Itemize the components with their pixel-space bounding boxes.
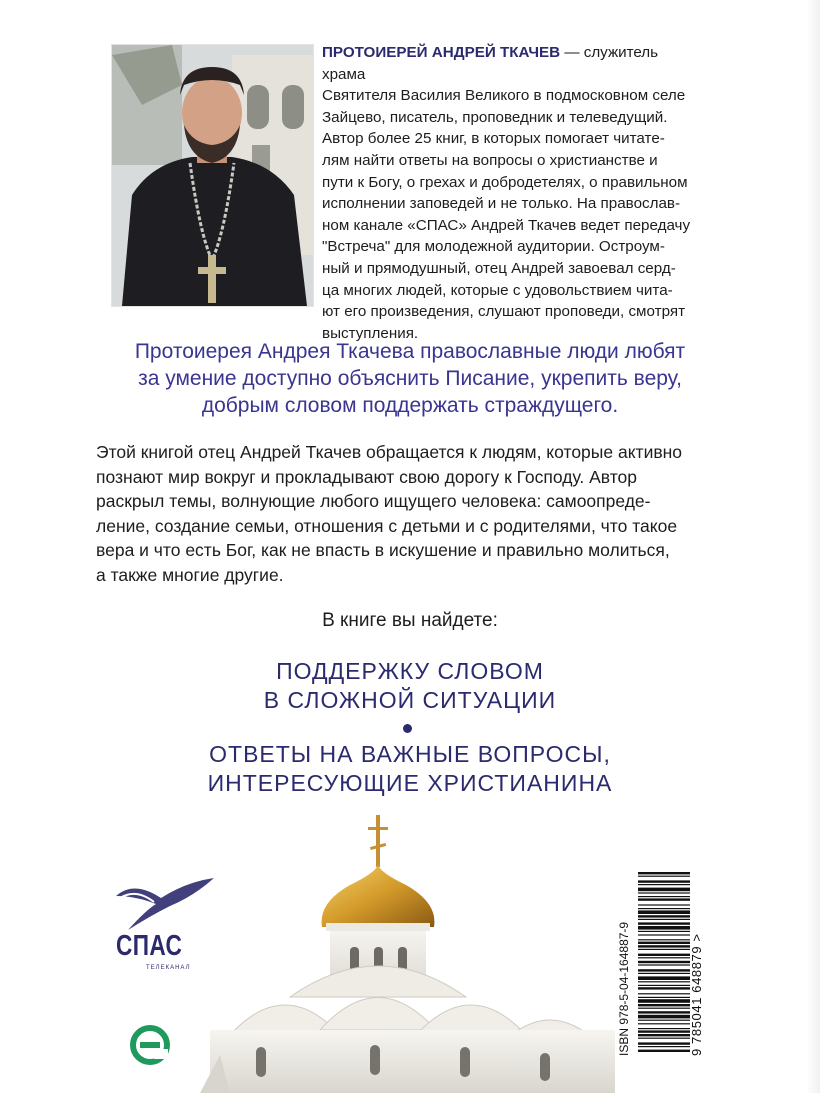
barcode-bar: [638, 1034, 690, 1036]
feature-line: ПОДДЕРЖКУ СЛОВОМ: [276, 658, 544, 684]
description-line: Этой книгой отец Андрей Ткачев обращается к людям, которые активно: [96, 442, 683, 462]
barcode-bar: [638, 1046, 690, 1047]
barcode-bar: [638, 976, 690, 980]
barcode-bar: [638, 896, 690, 897]
description-line: ление, создание семьи, отношения с детьми и с родителями, что такое: [96, 515, 678, 536]
barcode-bar: [638, 872, 690, 874]
spas-dove-icon: [106, 876, 216, 936]
barcode-bar: [638, 884, 690, 885]
description-line: а также многие другие.: [96, 564, 284, 585]
quote-line: за умение доступно объяснить Писание, укрепить веру,: [138, 367, 682, 390]
barcode-bar: [638, 1038, 690, 1039]
church-cross: [368, 815, 388, 867]
barcode-bar: [638, 985, 690, 986]
bio-line: ном канале «СПАС» Андрей Ткачев ведет передачу: [322, 216, 691, 234]
page-edge-shadow: [806, 0, 820, 1093]
feature-line: В СЛОЖНОЙ СИТУАЦИИ: [263, 687, 557, 713]
highlight-quote: [60, 338, 760, 419]
barcode-bar: [638, 939, 690, 940]
barcode-bar: [638, 919, 690, 920]
barcode-bar: [638, 910, 690, 914]
bio-line: Автор более 25 книг, в которых помогает читате-: [322, 130, 665, 148]
quote-line: добрым словом поддержать страждущего.: [201, 394, 619, 417]
barcode-bar: [638, 969, 690, 971]
barcode-bar: [638, 904, 690, 905]
eksmo-logo-icon: [130, 1025, 170, 1065]
bio-line: "Встреча" для молодежной аудитории. Остроум-: [322, 238, 665, 256]
description-line: раскрыл темы, волнующие любого ищущего человека: самоопреде-: [96, 491, 651, 511]
isbn-digits: 9 785041 648879 >: [689, 933, 704, 1056]
barcode-bar: [638, 957, 690, 958]
barcode-bar: [638, 981, 690, 982]
barcode-bar: [638, 964, 690, 965]
description-line: познают мир вокруг и прокладывают свою дорогу к Господу. Автор: [96, 466, 637, 487]
bio-line: Зайцево, писатель, проповедник и телеведущий.: [322, 108, 668, 126]
bullet-dot: [403, 724, 412, 733]
barcode-bar: [638, 973, 690, 974]
bio-line: ца многих людей, которые с удовольствием чита-: [322, 281, 673, 299]
barcode-bar: [638, 892, 690, 893]
barcode-bar: [638, 880, 690, 882]
barcode-bar: [638, 1015, 690, 1019]
bio-line: исполнении заповедей и не только. На православ-: [322, 195, 681, 213]
golden-dome: [322, 865, 435, 927]
book-description: [96, 440, 736, 587]
author-name: ПРОТОИЕРЕЙ АНДРЕЙ ТКАЧЕВ: [322, 44, 561, 61]
barcode-bar: [638, 1020, 690, 1021]
barcode-bar: [638, 945, 690, 947]
barcode-bar: [638, 1030, 690, 1032]
feature-item: [100, 740, 720, 798]
bio-line: ют его произведения, слушают проповеди, смотрят: [322, 303, 686, 321]
barcode-bar: [638, 934, 690, 935]
barcode-bar: [638, 876, 690, 877]
barcode-bar: [638, 949, 690, 950]
barcode-bar: [638, 915, 690, 917]
feature-line: ОТВЕТЫ НА ВАЖНЫЕ ВОПРОСЫ,: [209, 741, 611, 767]
barcode-bar: [638, 926, 690, 930]
barcode-bar: [638, 999, 690, 1003]
barcode-bar: [638, 1004, 690, 1006]
barcode-bar: [638, 997, 690, 998]
find-label: В книге вы найдете:: [322, 610, 498, 631]
barcode-bar: [638, 1008, 690, 1009]
spas-logo-subtitle: ТЕЛЕКАНАЛ: [146, 965, 191, 971]
isbn-text: ISBN 978-5-04-164887-9: [617, 921, 631, 1056]
barcode-bar: [638, 993, 690, 994]
barcode-bar: [638, 1050, 690, 1052]
quote-line: Протоиерея Андрея Ткачева православные люди любят: [134, 340, 686, 363]
barcode-bar: [638, 942, 690, 944]
church-illustration: [200, 815, 620, 1093]
feature-line: ИНТЕРЕСУЮЩИЕ ХРИСТИАНИНА: [207, 770, 613, 796]
barcode-bar: [638, 1011, 690, 1013]
bio-line: Святителя Василия Великого в подмосковном селе: [322, 87, 686, 105]
barcode-bar: [638, 888, 690, 892]
barcode-bar: [638, 931, 690, 932]
bio-line: выступления.: [322, 324, 419, 342]
barcode-bar: [638, 1023, 690, 1024]
barcode-bar: [638, 1028, 690, 1029]
barcode-bar: [638, 961, 690, 963]
barcode-bar: [638, 922, 690, 924]
bio-line-1: ПРОТОИЕРЕЙ АНДРЕЙ ТКАЧЕВ — служитель храма: [322, 44, 659, 83]
barcode-bar: [638, 898, 690, 900]
spas-logo-text: СПАС: [116, 930, 183, 962]
bio-line: лям найти ответы на вопросы о христианстве и: [322, 151, 658, 169]
bio-line: пути к Богу, о грехах и добродетелях, о правильном: [322, 173, 688, 191]
barcode-bar: [638, 908, 690, 909]
barcode-bar: [638, 954, 690, 956]
barcode-bar: [638, 1042, 690, 1044]
barcode-bar: [638, 987, 690, 989]
feature-item: [100, 657, 720, 715]
description-line: вера и что есть Бог, как не впасть в искушение и правильно молиться,: [96, 540, 670, 560]
author-photo: [111, 44, 314, 307]
bio-line: ный и прямодушный, отец Андрей завоевал серд-: [322, 259, 676, 277]
author-bio: [322, 42, 702, 344]
